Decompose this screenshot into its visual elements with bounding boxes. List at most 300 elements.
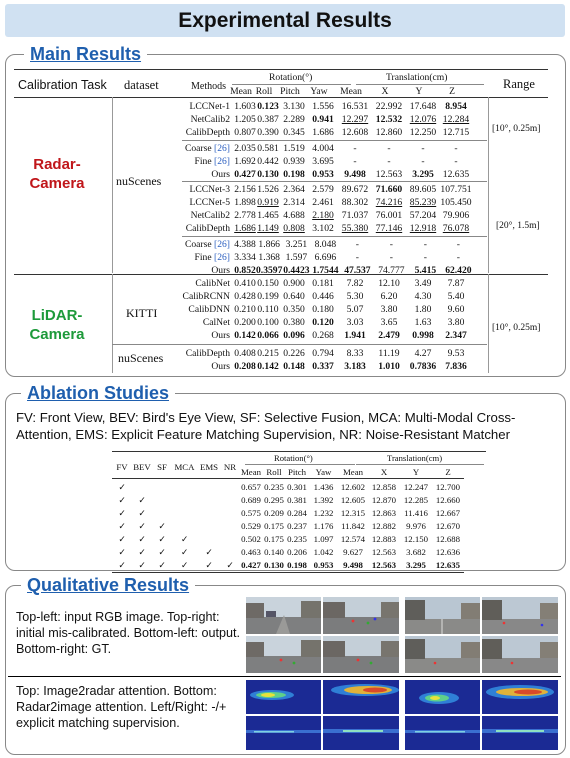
- subheader-cell: Mean: [340, 86, 362, 97]
- metric-value: 12.563: [375, 168, 403, 180]
- method-name: NetCalib2: [190, 113, 230, 125]
- empty-cell: [152, 494, 172, 507]
- metric-value: 3.80: [447, 316, 465, 328]
- attention-map-radar2image-without: [246, 716, 321, 750]
- qualitative-title: Qualitative Results: [21, 575, 195, 595]
- metric-value: 55.380: [341, 222, 369, 234]
- task-lidar-camera: LiDAR- Camera: [29, 307, 85, 343]
- check-icon: ✓: [158, 534, 166, 544]
- road-image-miscalibrated-a: [323, 597, 399, 634]
- metric-value: 12.284: [442, 113, 470, 125]
- check-icon: ✓: [205, 560, 213, 570]
- page-title: Experimental Results: [178, 9, 392, 32]
- metric-value: 11.19: [378, 347, 400, 359]
- subheader-cell: Yaw: [310, 86, 328, 97]
- metric-value: 0.181: [312, 277, 334, 289]
- metric-value: 1.597: [285, 251, 308, 263]
- metric-value: 1.556: [312, 100, 334, 112]
- metric-value: 8.33: [346, 347, 364, 359]
- rg1-row: [182, 113, 472, 126]
- ablation-value: 0.140: [264, 547, 284, 557]
- ablation-value: 12.858: [371, 482, 397, 492]
- metric-value: 6.20: [380, 290, 398, 302]
- metric-value: 2.364: [283, 183, 305, 195]
- metric-value: 0.408: [234, 347, 256, 359]
- metric-value: 0.226: [283, 347, 305, 359]
- ablation-value: 0.284: [287, 508, 307, 518]
- metric-value: 9.498: [344, 168, 366, 180]
- check-icon: ✓: [158, 547, 166, 557]
- method-name: Ours: [211, 264, 230, 276]
- metric-value: 0.941: [312, 113, 334, 125]
- ablation-value: 0.301: [287, 482, 307, 492]
- metric-value: 0.066: [257, 329, 279, 341]
- metric-value: -: [421, 142, 425, 154]
- subheader-cell: Mean: [230, 86, 252, 97]
- metric-value: 12.250: [409, 126, 437, 138]
- metric-value: 0.998: [412, 329, 434, 341]
- metric-value: 0.148: [283, 360, 305, 372]
- lk-row: [182, 316, 472, 329]
- metric-value: 0.919: [257, 196, 279, 208]
- metric-value: -: [353, 155, 357, 167]
- metric-value: 0.380: [283, 316, 305, 328]
- check-icon: ✓: [118, 560, 126, 570]
- metric-value: 0.199: [257, 290, 279, 302]
- ablation-value: 12.563: [371, 547, 397, 557]
- ablation-col-header: EMS: [199, 462, 219, 473]
- ablation-value: 12.670: [435, 521, 461, 531]
- road-image-input-b: [405, 597, 480, 634]
- ablation-title: Ablation Studies: [21, 383, 175, 403]
- ablation-value: 1.232: [313, 508, 334, 518]
- ablation-value: 0.657: [241, 482, 261, 492]
- metric-value: 0.215: [257, 347, 279, 359]
- metric-value: 1.866: [258, 238, 280, 250]
- ablation-value: 12.150: [403, 534, 429, 544]
- ablation-value: 0.575: [241, 508, 261, 518]
- metric-value: 2.347: [445, 329, 467, 341]
- ablation-subheader: Pitch: [287, 466, 307, 477]
- check-icon: ✓: [138, 495, 146, 505]
- metric-value: 9.53: [447, 347, 465, 359]
- ablation-subheader: Yaw: [315, 466, 332, 477]
- metric-value: -: [423, 238, 427, 250]
- lk-row: [182, 277, 472, 290]
- ablation-value: 1.436: [313, 482, 334, 492]
- metric-value: 5.415: [414, 264, 437, 276]
- ablation-value: 0.235: [287, 534, 307, 544]
- ablation-value: 12.870: [371, 495, 397, 505]
- metric-value: 88.302: [341, 196, 369, 208]
- metric-value: 0.794: [312, 347, 334, 359]
- metric-value: 5.07: [346, 303, 364, 315]
- ablation-col-header: FV: [116, 462, 128, 473]
- ablation-value: 12.667: [435, 508, 461, 518]
- ablation-value: 9.627: [343, 547, 363, 557]
- rg4-row: [182, 264, 474, 277]
- method-name: NetCalib2: [190, 209, 230, 221]
- metric-value: 2.180: [312, 209, 334, 221]
- metric-value: 1.686: [312, 126, 334, 138]
- ablation-row: [112, 507, 464, 520]
- metric-value: 4.004: [312, 142, 334, 154]
- radar-group-1: [182, 100, 472, 139]
- metric-value: 2.579: [312, 183, 334, 195]
- radar-group-4: [182, 238, 474, 277]
- metric-value: 0.110: [257, 303, 279, 315]
- metric-value: 0.390: [257, 126, 279, 138]
- rg1-row: [182, 126, 472, 139]
- metric-value: 0.953: [312, 168, 334, 180]
- metric-value: 74.216: [375, 196, 403, 208]
- metric-value: 0.337: [312, 360, 334, 372]
- rg3-row: [182, 183, 472, 196]
- attention-map-radar2image-with: [323, 716, 399, 750]
- check-icon: ✓: [138, 521, 146, 531]
- metric-value: 0.428: [234, 290, 256, 302]
- metric-value: 0.200: [234, 316, 256, 328]
- metric-value: 12.918: [409, 222, 437, 234]
- ablation-value: 0.502: [241, 534, 261, 544]
- metric-value: 0.150: [257, 277, 279, 289]
- ablation-value: 0.953: [313, 560, 334, 570]
- metric-value: 1.010: [378, 360, 400, 372]
- title-bar: [5, 4, 565, 37]
- metric-value: 6.696: [314, 251, 337, 263]
- subheader-cell: X: [381, 86, 389, 97]
- empty-cell: [197, 507, 221, 520]
- metric-value: 1.692: [234, 155, 256, 167]
- metric-value: -: [389, 238, 393, 250]
- ablation-subheader: X: [380, 466, 388, 477]
- metric-value: 0.180: [312, 303, 334, 315]
- metric-value: 1.941: [344, 329, 366, 341]
- rg2-row: [182, 155, 472, 168]
- metric-value: 2.461: [312, 196, 334, 208]
- metric-value: 12.076: [409, 113, 437, 125]
- empty-cell: [221, 546, 239, 559]
- metric-value: 16.531: [341, 100, 369, 112]
- header-methods: Methods: [191, 81, 226, 92]
- check-icon: ✓: [180, 547, 189, 557]
- metric-value: 4.30: [414, 290, 432, 302]
- metric-value: 0.387: [257, 113, 279, 125]
- metric-value: -: [387, 155, 391, 167]
- metric-value: 0.808: [283, 222, 305, 234]
- ablation-header-translation: Translation(cm): [387, 453, 443, 463]
- check-icon: ✓: [118, 508, 126, 518]
- ablation-col-header: BEV: [133, 462, 151, 473]
- road-image-gt-b: [482, 636, 558, 673]
- subheader-cell: Z: [449, 86, 455, 97]
- ablation-value: 12.636: [435, 547, 461, 557]
- metric-value: 8.954: [445, 100, 467, 112]
- metric-value: 0.123: [257, 100, 279, 112]
- metric-value: 76.001: [375, 209, 403, 221]
- check-icon: ✓: [138, 560, 146, 570]
- metric-value: 1.205: [234, 113, 256, 125]
- metric-value: 0.581: [257, 142, 279, 154]
- metric-value: 105.450: [440, 196, 472, 208]
- ablation-value: 0.198: [287, 560, 307, 570]
- check-icon: ✓: [138, 534, 146, 544]
- metric-value: 9.60: [447, 303, 465, 315]
- metric-value: -: [423, 251, 427, 263]
- metric-value: 3.65: [380, 316, 398, 328]
- ablation-col-header: MCA: [174, 462, 195, 473]
- metric-value: 0.427: [234, 168, 256, 180]
- ablation-value: 0.295: [264, 495, 284, 505]
- metric-value: 2.314: [283, 196, 305, 208]
- empty-cell: [221, 481, 239, 494]
- empty-cell: [172, 520, 197, 533]
- ablation-value: 0.130: [264, 560, 284, 570]
- metric-value: -: [456, 238, 460, 250]
- ablation-value: 12.602: [340, 482, 366, 492]
- metric-value: 12.297: [341, 113, 369, 125]
- metric-value: 0.7836: [409, 360, 437, 372]
- metric-value: 0.3597: [256, 264, 283, 276]
- ln-row: [182, 347, 472, 360]
- metric-value: 7.87: [447, 277, 465, 289]
- metric-value: 76.078: [442, 222, 470, 234]
- ablation-row: [112, 494, 464, 507]
- ablation-value: 0.235: [264, 482, 284, 492]
- ablation-col-header: SF: [157, 462, 167, 473]
- check-icon: ✓: [158, 560, 166, 570]
- radar-group-2: [182, 142, 472, 181]
- attention-map-radar2image-without-b: [405, 716, 480, 750]
- metric-value: 1.7544: [312, 264, 339, 276]
- metric-value: 0.208: [234, 360, 256, 372]
- ablation-value: 12.883: [371, 534, 397, 544]
- metric-value: 74.777: [378, 264, 405, 276]
- empty-cell: [172, 481, 197, 494]
- ablation-value: 1.097: [313, 534, 334, 544]
- metric-value: 77.146: [375, 222, 403, 234]
- range-large-radar: [20°, 1.5m]: [496, 221, 540, 231]
- metric-value: 5.40: [447, 290, 465, 302]
- metric-value: 3.295: [412, 168, 434, 180]
- ablation-value: 12.247: [403, 482, 429, 492]
- task-radar-camera: Radar- Camera: [29, 156, 85, 192]
- metric-value: 0.4423: [283, 264, 310, 276]
- metric-value: 4.388: [234, 238, 256, 250]
- road-image-output-a: [246, 636, 321, 673]
- empty-cell: [132, 481, 152, 494]
- metric-value: 57.204: [409, 209, 437, 221]
- road-image-input-a: [246, 597, 321, 634]
- rg2-row: [182, 168, 472, 181]
- method-name: Coarse [26]: [184, 142, 230, 154]
- metric-value: 89.672: [341, 183, 369, 195]
- ablation-value: 12.315: [340, 508, 366, 518]
- metric-value: 1.149: [257, 222, 279, 234]
- metric-value: 3.102: [312, 222, 334, 234]
- ablation-value: 0.689: [241, 495, 261, 505]
- subheader-cell: Pitch: [280, 86, 300, 97]
- ablation-value: 12.285: [403, 495, 429, 505]
- metric-value: 0.446: [312, 290, 334, 302]
- metric-value: 0.345: [283, 126, 305, 138]
- ablation-value: 12.605: [340, 495, 366, 505]
- ablation-value: 3.295: [406, 560, 426, 570]
- metric-value: 3.695: [312, 155, 334, 167]
- metric-value: 1.80: [414, 303, 432, 315]
- metric-value: 3.251: [285, 238, 308, 250]
- check-icon: ✓: [118, 521, 126, 531]
- radar-group-3: [182, 183, 472, 235]
- method-name: LCCNet-5: [189, 196, 230, 208]
- metric-value: 0.442: [257, 155, 279, 167]
- qualitative-description-2: Top: Image2radar attention. Bottom: Radar2image attention. Left/Right: -/+ explicit matching supervision.: [16, 684, 227, 730]
- ablation-value: 0.175: [264, 521, 284, 531]
- metric-value: 1.686: [234, 222, 256, 234]
- ablation-rows: [112, 457, 464, 574]
- metric-value: 1.63: [414, 316, 432, 328]
- rg1-row: [182, 100, 472, 113]
- ablation-header-rotation: Rotation(°): [274, 453, 313, 463]
- empty-cell: [221, 533, 239, 546]
- empty-cell: [152, 481, 172, 494]
- ablation-value: 9.976: [406, 521, 426, 531]
- metric-value: 4.27: [414, 347, 432, 359]
- ablation-value: 0.381: [287, 495, 307, 505]
- ablation-value: 0.463: [241, 547, 261, 557]
- attention-map-image2radar-with-b: [482, 680, 558, 714]
- main-results-title: Main Results: [24, 44, 147, 64]
- metric-value: 7.836: [445, 360, 467, 372]
- ablation-value: 12.660: [435, 495, 461, 505]
- ablation-value: 12.563: [371, 560, 397, 570]
- metric-value: 0.142: [234, 329, 256, 341]
- ablation-value: 3.682: [406, 547, 426, 557]
- empty-cell: [221, 494, 239, 507]
- metric-value: 5.30: [346, 290, 364, 302]
- range-lidar: [10°, 0.25m]: [492, 323, 541, 333]
- metric-value: 0.640: [283, 290, 305, 302]
- check-icon: ✓: [180, 534, 189, 544]
- rg4-row: [182, 251, 474, 264]
- rg2-row: [182, 142, 472, 155]
- check-icon: ✓: [138, 547, 146, 557]
- qualitative-description-1: Top-left: input RGB image. Top-right: initial mis-calibrated. Bottom-left: output. Bottom-right: GT.: [16, 610, 240, 656]
- metric-value: 8.048: [314, 238, 337, 250]
- empty-cell: [152, 507, 172, 520]
- metric-value: 3.130: [283, 100, 305, 112]
- method-name: CalibNet: [195, 277, 230, 289]
- ablation-value: 0.529: [241, 521, 261, 531]
- empty-cell: [197, 481, 221, 494]
- check-icon: ✓: [118, 495, 126, 505]
- subheader-cell: Roll: [255, 86, 273, 97]
- method-name: CalibDepth: [185, 222, 230, 234]
- metric-value: 3.80: [380, 303, 398, 315]
- header-dataset: dataset: [124, 78, 159, 92]
- metric-value: -: [456, 251, 460, 263]
- empty-cell: [172, 494, 197, 507]
- ablation-value: 12.688: [435, 534, 461, 544]
- range-small-radar: [10°, 0.25m]: [492, 124, 541, 134]
- empty-cell: [172, 507, 197, 520]
- ablation-row: [112, 533, 464, 546]
- metric-value: 7.82: [346, 277, 364, 289]
- rg4-row: [182, 238, 474, 251]
- metric-value: 107.751: [440, 183, 472, 195]
- road-image-output-b: [405, 636, 480, 673]
- metric-value: 1.603: [234, 100, 256, 112]
- metric-value: 12.860: [375, 126, 403, 138]
- metric-value: -: [353, 142, 357, 154]
- metric-value: 0.120: [312, 316, 334, 328]
- method-name: Ours: [211, 168, 230, 180]
- metric-value: -: [355, 238, 359, 250]
- metric-value: 62.420: [445, 264, 472, 276]
- metric-value: 3.183: [344, 360, 366, 372]
- check-icon: ✓: [138, 508, 146, 518]
- ablation-value: 1.392: [313, 495, 334, 505]
- check-icon: ✓: [205, 547, 213, 557]
- metric-value: 1.368: [258, 251, 280, 263]
- subheader-cell: Y: [415, 86, 423, 97]
- ablation-value: 0.175: [264, 534, 284, 544]
- ablation-value: 1.176: [313, 521, 334, 531]
- method-name: Ours: [211, 329, 230, 341]
- metric-value: 4.688: [283, 209, 305, 221]
- method-name: CalNet: [202, 316, 230, 328]
- header-range: Range: [503, 77, 535, 91]
- metric-value: 12.532: [375, 113, 403, 125]
- ablation-value: 11.416: [404, 508, 428, 518]
- metric-value: -: [387, 142, 391, 154]
- lk-row: [182, 329, 472, 342]
- ablation-col-header: NR: [223, 462, 237, 473]
- metric-value: 0.900: [283, 277, 305, 289]
- metric-value: 71.037: [341, 209, 369, 221]
- attention-map-radar2image-with-b: [482, 716, 558, 750]
- metric-value: 71.660: [375, 183, 403, 195]
- empty-cell: [221, 520, 239, 533]
- metric-value: 0.939: [283, 155, 305, 167]
- ablation-value: 12.574: [340, 534, 366, 544]
- ablation-value: 12.700: [435, 482, 461, 492]
- method-name: Fine [26]: [194, 251, 230, 263]
- ablation-value: 12.635: [435, 560, 461, 570]
- metric-value: 1.526: [257, 183, 279, 195]
- metric-value: 0.096: [283, 329, 305, 341]
- method-name: Ours: [211, 360, 230, 372]
- header-rotation: Rotation(°): [269, 72, 313, 83]
- metric-value: 3.334: [234, 251, 256, 263]
- method-name: Fine [26]: [194, 155, 230, 167]
- metric-value: -: [389, 251, 393, 263]
- check-icon: ✓: [118, 482, 126, 492]
- metric-value: 2.289: [283, 113, 305, 125]
- metric-value: 1.898: [234, 196, 256, 208]
- metric-value: 2.778: [234, 209, 256, 221]
- metric-value: 2.156: [234, 183, 256, 195]
- metric-value: 17.648: [409, 100, 437, 112]
- ablation-value: 0.237: [287, 521, 307, 531]
- metric-value: 47.537: [344, 264, 371, 276]
- ablation-value: 11.842: [341, 521, 365, 531]
- metric-value: -: [454, 155, 458, 167]
- method-name: CalibRCNN: [182, 290, 230, 302]
- check-icon: ✓: [226, 560, 234, 570]
- lk-row: [182, 290, 472, 303]
- ablation-subheader: Z: [445, 466, 451, 477]
